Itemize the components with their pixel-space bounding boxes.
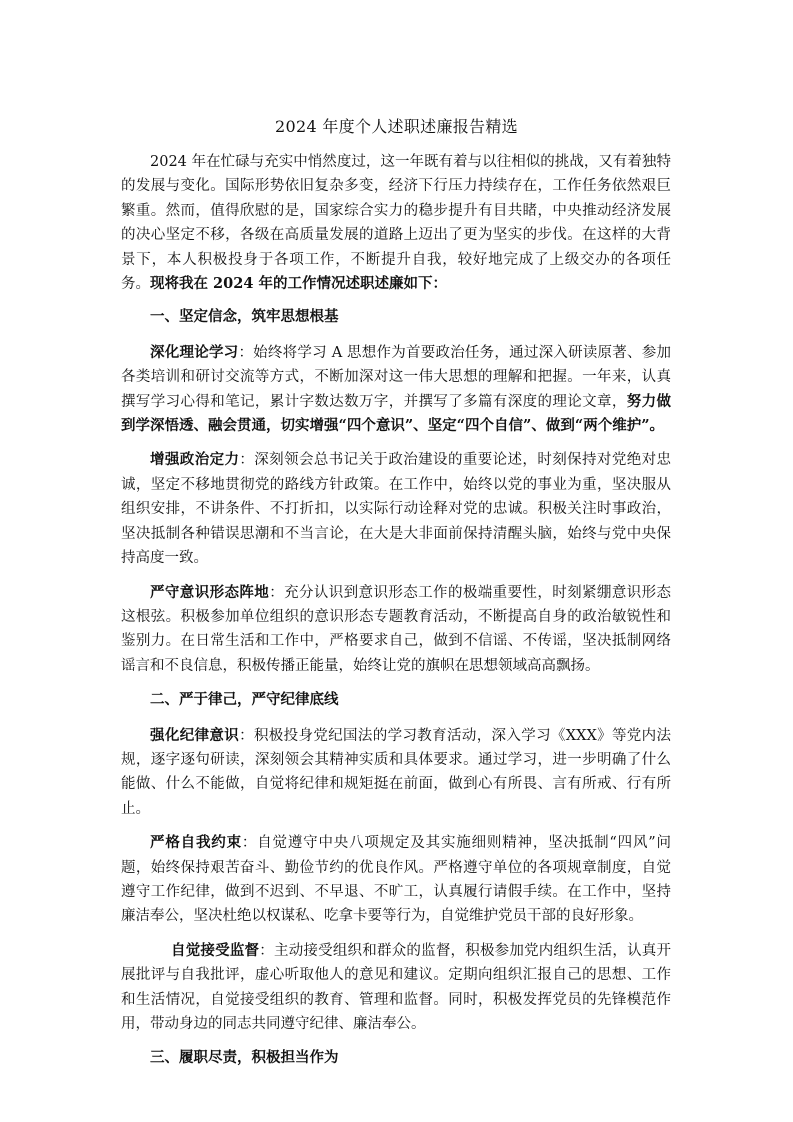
section-3-heading: 三、履职尽责，积极担当作为: [150, 1049, 339, 1067]
paragraph-text: ：深刻领会总书记关于政治建设的重要论述，时刻保持对党绝对忠诚，坚定不移地贯彻党的路线方针政策。在工作中，始终以党的事业为重，坚决服从组织安排，不讲条件、不打折扣，以实际行动诠释对党的忠诚。积极关注时事政治，坚决抵制各种错误思潮和不当言论，在大是大非面前保持清醒头脑，始终与党中央保持高度一致。: [121, 452, 672, 567]
section-2-paragraph-3: [121, 939, 671, 1037]
section-1-paragraph-2: [121, 448, 671, 570]
intro-text: 2024 年在忙碌与充实中悄然度过，这一年既有着与以往相似的挑战，又有着独特的发展与变化。国际形势依旧复杂多变，经济下行压力持续存在，工作任务依然艰巨繁重。然而，值得欣慰的是，国家综合实力的稳步提升有目共睹，中央推动经济发展的决心坚定不移，各级在高质量发展的道路上迈出了更为坚实的步伐。在这样的大背景下，本人积极投身于各项工作，不断提升自我，较好地完成了上级交办的各项任务。: [121, 154, 671, 293]
paragraph-lead: 严格自我约束: [150, 834, 242, 852]
paragraph-lead: 增强政治定力: [150, 451, 240, 469]
paragraph-text: ：始终将学习 A 思想作为首要政治任务，通过深入研读原著、参加各类培训和研讨交流等方式，不断加深对这一伟大思想的理解和把握。一年来，认真撰写学习心得和笔记，累计字数达数万字，并撰写了多篇有深度的理论文章，: [121, 344, 672, 410]
paragraph-lead: 自觉接受监督: [171, 941, 260, 959]
paragraph-text: ：积极投身党纪国法的学习教育活动，深入学习《XXX》等党内法规，逐字逐句研读，深刻领会其精神实质和具体要求。通过学习，进一步明确了什么能做、什么不能做，自觉将纪律和规矩挺在前面，做到心有所畏、言有所戒、行有所止。: [121, 727, 672, 817]
paragraph-lead: 严守意识形态阵地: [150, 583, 270, 601]
paragraph-lead: 深化理论学习: [150, 343, 239, 361]
document-body: [121, 150, 671, 1082]
section-1-paragraph-3: [121, 581, 671, 679]
section-2-heading: 二、严于律己，严守纪律底线: [150, 691, 339, 709]
section-1-paragraph-1: [121, 341, 671, 439]
paragraph-emphasis: 努力做到学深悟透、融会贯通，切实增强“四个意识”、坚定“四个自信”、做到“两个维护”。: [121, 392, 671, 435]
paragraph-lead: 强化纪律意识: [150, 726, 240, 744]
paragraph-text: ：自觉遵守中央八项规定及其实施细则精神，坚决抵制“四风”问题，始终保持艰苦奋斗、勤俭节约的优良作风。严格遵守单位的各项规章制度，自觉遵守工作纪律，做到不迟到、不早退、不旷工，认真履行请假手续。在工作中，坚持廉洁奉公，坚决杜绝以权谋私、吃拿卡要等行为，自觉维护党员干部的良好形象。: [121, 835, 672, 925]
document-title: 2024 年度个人述职述廉报告精选: [275, 117, 518, 136]
paragraph-text: ：主动接受组织和群众的监督，积极参加党内组织生活，认真开展批评与自我批评，虚心听取他人的意见和建议。定期向组织汇报自己的思想、工作和生活情况，自觉接受组织的教育、管理和监督。同时，积极发挥党员的先锋模范作用，带动身边的同志共同遵守纪律、廉洁奉公。: [121, 942, 672, 1032]
paragraph-text: ：充分认识到意识形态工作的极端重要性，时刻紧绷意识形态这根弦。积极参加单位组织的意识形态专题教育活动，不断提高自身的政治敏锐性和鉴别力。在日常生活和工作中，严格要求自己，做到不信谣、不传谣，坚决抵制网络谣言和不良信息，积极传播正能量，始终让党的旗帜在思想领域高高飘扬。: [121, 584, 672, 674]
intro-paragraph: [121, 150, 671, 296]
section-2-paragraph-1: [121, 724, 671, 822]
section-1-heading: 一、坚定信念，筑牢思想根基: [150, 308, 339, 326]
section-2-paragraph-2: [121, 831, 671, 929]
intro-emphasis: 现将我在 2024 年的工作情况述职述廉如下：: [150, 275, 447, 293]
